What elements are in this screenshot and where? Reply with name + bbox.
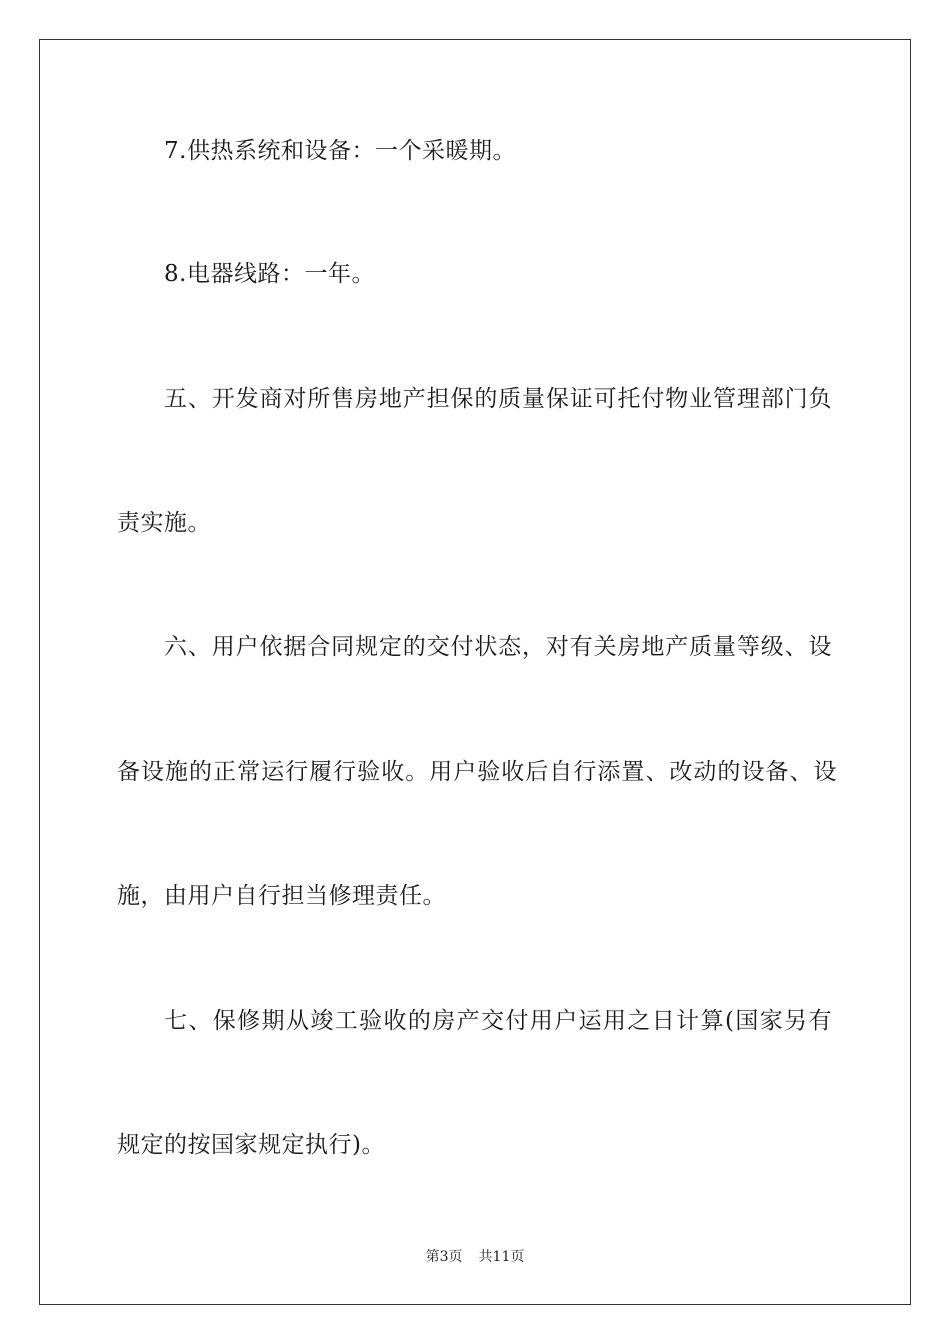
text-line-section-six-2: 备设施的正常运行履行验收。用户验收后自行添置、改动的设备、设 [117,759,837,785]
page-frame [39,39,911,1305]
text-line-section-six-1: 六、用户依据合同规定的交付状态，对有关房地产质量等级、设 [164,634,832,660]
page-number: 第3页 [425,1249,463,1265]
text-line-section-seven-2: 规定的按国家规定执行)。 [117,1132,385,1158]
text-line-heating: 7.供热系统和设备：一个采暖期。 [164,138,516,164]
text-line-section-five-2: 责实施。 [117,510,211,536]
page-footer [0,1247,950,1267]
text-line-electrical: 8.电器线路：一年。 [164,261,375,287]
text-line-section-seven-1: 七、保修期从竣工验收的房产交付用户运用之日计算(国家另有 [164,1008,832,1034]
text-line-section-six-3: 施，由用户自行担当修理责任。 [117,883,446,909]
text-line-section-five-1: 五、开发商对所售房地产担保的质量保证可托付物业管理部门负 [164,386,832,412]
page-total: 共11页 [478,1249,525,1265]
